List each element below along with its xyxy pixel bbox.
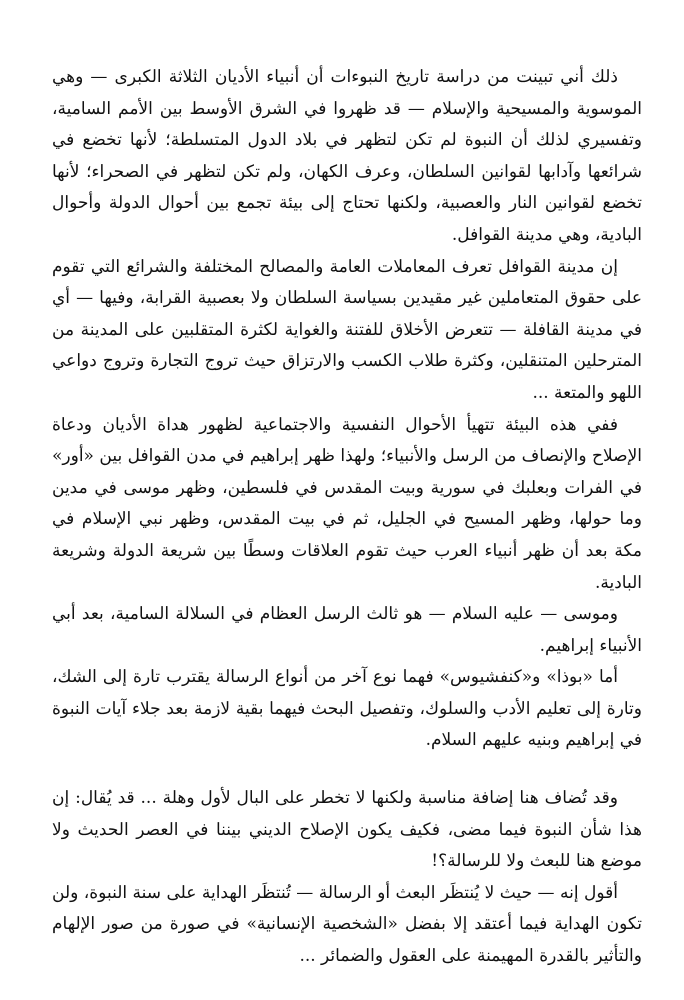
paragraph-human-personality: أقول إنه — حيث لا يُنتظَر البعث أو الرسالة — تُنتظَر الهداية على سنة النبوة، ولن تكون الهداية فيما أعتقد إلا بفضل «الشخصية الإنسانية» في صورة من صور الإلهام والتأثير بالقدرة المهيمنة على العقول والضمائر ... bbox=[52, 882, 642, 967]
paragraph-spacer bbox=[52, 757, 642, 783]
paragraph-buddha-confucius: أما «بوذا» و«كنفشيوس» فهما نوع آخر من أنواع الرسالة يقترب تارة إلى الشك، وتارة إلى تعليم الأدب والسلوك، وتفصيل البحث فيهما بقية لازمة بعد جلاء آيات النبوة في إبراهيم وبنيه عليهم السلام. bbox=[52, 667, 642, 751]
paragraph-modern-reform-question: وقد تُضاف هنا إضافة مناسبة ولكنها لا تخطر على البال لأول وهلة ... قد يُقال: إن هذا شأن النبوة فيما مضى، فكيف يكون الإصلاح الديني بيننا في العصر الحديث ولا موضع هنا للبعث ولا للرسالة؟! bbox=[52, 788, 642, 872]
paragraph-prophecy-origins: ذلك أني تبينت من دراسة تاريخ النبوءات أن أنبياء الأديان الثلاثة الكبرى — وهي الموسوية والمسيحية والإسلام — قد ظهروا في الشرق الأوسط بين الأمم السامية، وتفسيري لذلك أن النبوة لم تكن لتظهر في بلاد الدول المتسلطة؛ لأنها تخضع في شرائعها وآدابها لقوانين السلطان، وعرف الكهان، ولم تكن لتظهر في الصحراء؛ لأنها تخضع لقوانين النار والعصبية، ولكنها تحتاج إلى بيئة تجمع بين أحوال الدولة وأحوال البادية، وهي مدينة القوافل. bbox=[52, 67, 642, 245]
document-page bbox=[52, 62, 642, 973]
paragraph-prophets-emergence: ففي هذه البيئة تتهيأ الأحوال النفسية والاجتماعية لظهور هداة الأديان ودعاة الإصلاح والإنصاف من الرسل والأنبياء؛ ولهذا ظهر إبراهيم في مدن القوافل بين «أور» في الفرات وبعلبك في سورية وبيت المقدس في فلسطين، وظهر موسى في مدين وما حولها، وظهر المسيح في الجليل، ثم في بيت المقدس، وظهر نبي الإسلام في مكة بعد أن ظهر أنبياء العرب حيث تقوم العلاقات وسطًا بين شريعة الدولة وشريعة البادية. bbox=[52, 414, 642, 593]
paragraph-caravan-city: إن مدينة القوافل تعرف المعاملات العامة والمصالح المختلفة والشرائع التي تقوم على حقوق المتعاملين غير مقيدين بسياسة السلطان ولا بعصبية القرابة، وفيها — أي في مدينة القافلة — تتعرض الأخلاق للفتنة والغواية لكثرة المتقلبين على المدينة من المترحلين المتنقلين، وكثرة طلاب الكسب والارتزاق حيث تروج التجارة وتروج دواعي اللهو والمتعة ... bbox=[52, 256, 642, 403]
paragraph-moses: وموسى — عليه السلام — هو ثالث الرسل العظام في السلالة السامية، بعد أبي الأنبياء إبراهيم. bbox=[52, 604, 642, 656]
